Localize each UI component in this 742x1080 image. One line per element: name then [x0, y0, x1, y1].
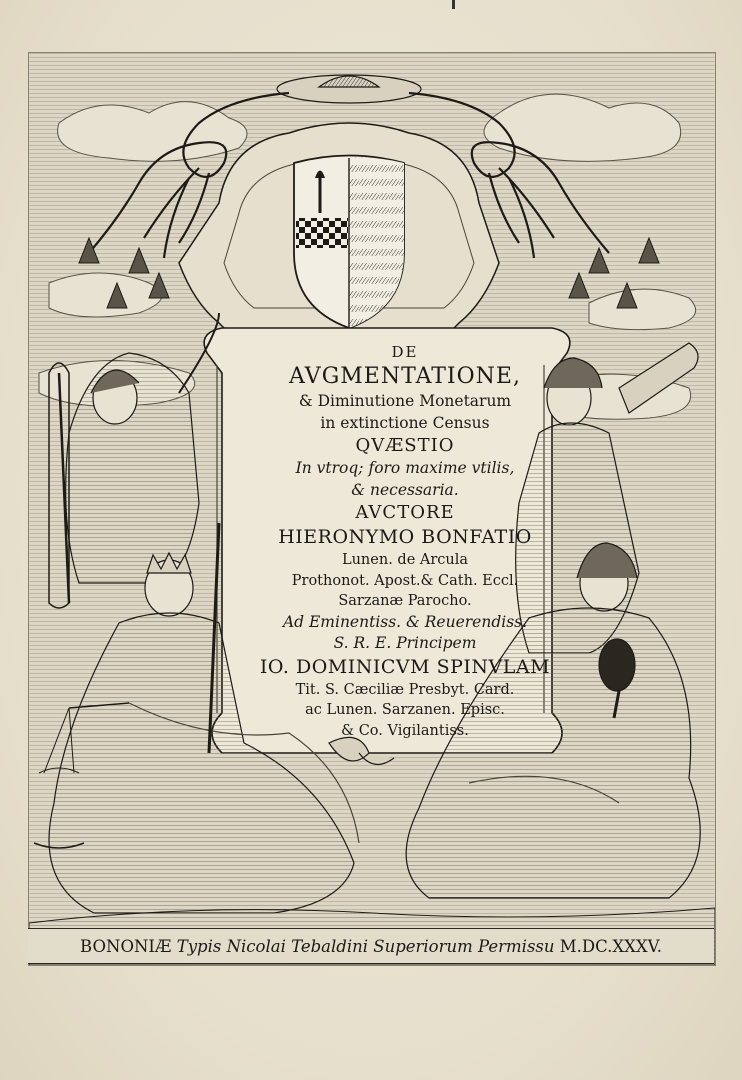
- author-label: AVCTORE: [355, 502, 455, 523]
- title-line: & necessaria.: [351, 480, 459, 499]
- mirror-icon: [599, 639, 635, 691]
- dedicatee-line: ac Lunen. Sarzanen. Episc.: [305, 702, 505, 718]
- dedicatee-line: & Co. Vigilantiss.: [341, 722, 469, 739]
- author-name: HIERONYMO BONFATIO: [278, 526, 532, 548]
- ink-mark: [452, 0, 455, 9]
- author-line: Lunen. de Arcula: [341, 552, 469, 568]
- title-line-de: DE: [391, 343, 419, 361]
- dedication-line: S. R. E. Principem: [333, 634, 477, 652]
- dedication-line: Ad Eminentiss. & Reuerendiss.: [282, 612, 528, 631]
- coat-of-arms-icon: [294, 156, 404, 329]
- author-line: Prothonot. Apost.& Cath. Eccl.: [291, 572, 519, 589]
- title-line-quaestio: QVÆSTIO: [355, 435, 455, 456]
- title-line: & Diminutione Monetarum: [298, 392, 512, 410]
- title-line: In vtroq; foro maxime vtilis,: [295, 459, 515, 477]
- imprint-printer: Typis Nicolai Tebaldini Superiorum Permissu: [176, 936, 555, 956]
- title-line-main: AVGMENTATIONE,: [289, 364, 521, 389]
- dedicatee-name: IO. DOMINICVM SPINVLAM: [259, 655, 551, 678]
- cardinal-hat-icon: [277, 75, 421, 103]
- author-line: Sarzanæ Parocho.: [338, 593, 472, 609]
- title-text-block: [245, 343, 565, 773]
- imprint-line: [28, 928, 714, 964]
- title-line: in extinctione Census: [320, 413, 490, 432]
- imprint-year: M.DC.XXXV.: [559, 936, 662, 956]
- dedicatee-line: Tit. S. Cæciliæ Presbyt. Card.: [295, 681, 515, 698]
- imprint-place: BONONIÆ: [80, 936, 172, 956]
- engraved-plate: [28, 52, 716, 966]
